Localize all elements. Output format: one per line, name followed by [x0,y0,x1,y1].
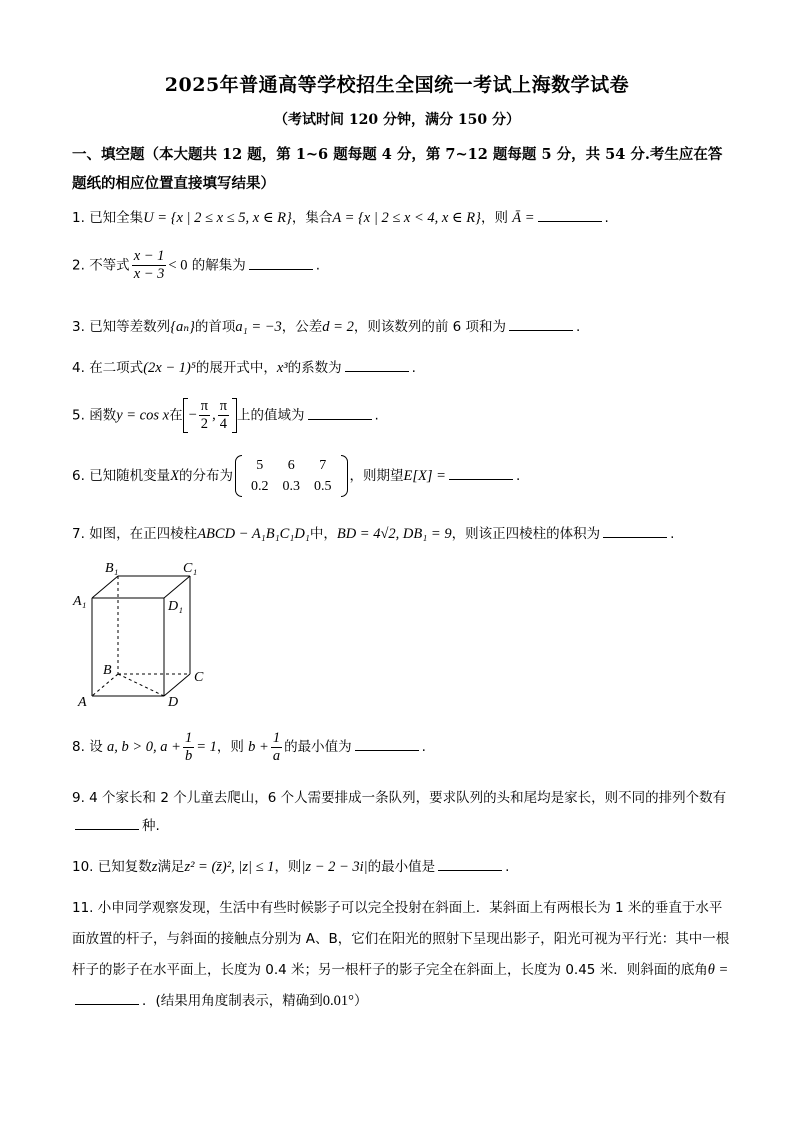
q8-expression-denominator: a [272,748,281,764]
q4-answer-blank [345,357,409,372]
q9-text: 9. 4 个家长和 2 个儿童去爬山，6 个人需要排成一条队列，要求队列的头和尾均是家长，则不同的排列个数有 [72,790,727,806]
q11-text-b: ．(结果用角度制表示，精确到 [142,993,323,1009]
q7-prism: ABCD − A₁B₁C₁D₁ [197,526,310,542]
question-1 [72,207,732,228]
q8-text-a: 设 [89,738,103,755]
q6-value: 5 [256,458,264,473]
q10-answer-blank [438,856,502,871]
q7-condition: BD = 4√2, DB₁ = 9 [336,526,452,542]
question-11 [72,893,732,1017]
question-7 [72,523,732,544]
q10-text-a: 已知复数 [97,859,152,875]
q11-text-c: ） [353,993,368,1009]
q5-end: . [374,407,379,424]
label-c: C [194,670,204,685]
q3-difference: d = 2 [322,319,354,335]
q1-text-a: 已知全集 [89,210,144,226]
q5-answer-blank [308,405,372,420]
q3-sequence: {aₙ} [170,319,195,335]
q3-text-c: ，公差 [281,319,323,335]
q2-fraction-denominator: x − 3 [133,266,165,282]
q2-inequality: < 0 [168,257,188,274]
question-3 [72,316,732,337]
q3-text-b: 的首项 [194,319,236,335]
q6-text-a: 已知随机变量 [89,468,171,484]
q6-value: 7 [319,458,327,473]
question-6 [72,455,732,497]
q2-number: 2. [72,257,85,274]
q6-end: . [515,468,521,484]
label-d: D [168,695,179,710]
q5-upper-denominator: 4 [219,416,227,432]
q4-binomial: (2x − 1)⁵ [143,360,196,376]
q3-text-d: ，则该数列的前 6 项和为 [353,319,507,335]
question-9 [72,784,732,840]
q1-end: . [604,210,609,226]
q10-text-b: 满足 [157,859,185,875]
q9-end: 种. [142,818,160,834]
q6-text-c: ，则期望 [349,468,404,484]
q1-text-c: ，则 [480,210,508,226]
q6-variable: X [170,468,180,484]
q6-value: 6 [287,458,295,473]
question-8 [72,730,732,765]
q4-number: 4. [72,360,85,376]
q5-text-b: 在 [169,407,183,424]
q3-text-a: 已知等差数列 [89,319,171,335]
q8-answer-blank [355,736,419,751]
prism-diagram [72,560,217,715]
q1-set-a: A = {x | 2 ≤ x < 4, x ∈ R} [332,210,481,226]
q6-expectation: E[X] = [403,468,446,484]
q10-text-d: 的最小值是 [367,859,436,875]
diagonal-bd [118,674,164,696]
q2-end: . [315,257,321,274]
q4-term: x³ [276,360,288,376]
q8-condition-denominator: b [184,748,193,764]
q3-answer-blank [509,316,573,331]
q11-answer-blank [75,990,139,1005]
q4-text-a: 在二项式 [89,360,144,376]
q8-condition [106,730,217,764]
q6-answer-blank [449,465,513,480]
q11-precision: 0.01° [322,993,354,1009]
q8-condition-fraction [183,730,194,765]
page-title: 2025年普通高等学校招生全国统一考试上海数学试卷 [164,74,630,96]
q10-end: . [505,859,510,875]
q6-probability: 0.2 [251,479,269,494]
q1-answer-blank [538,207,602,222]
q10-condition: z² = (z̄)², |z| ≤ 1 [184,859,275,875]
q5-text-a: 函数 [89,407,117,424]
q10-text-c: ，则 [274,859,302,875]
q5-upper-numerator: π [219,398,228,414]
q2-fraction [132,248,167,283]
q7-text-b: 中， [309,526,337,542]
label-a: A [78,695,87,710]
page-subtitle: （考试时间 120 分钟，满分 150 分） [274,112,520,128]
q5-lower-numerator: π [200,398,209,414]
q8-expression-lhs: b + [248,738,269,755]
q3-first-term: a₁ = −3 [235,319,282,335]
q5-text-c: 上的值域为 [237,407,305,424]
q7-number: 7. [72,526,85,542]
q9-answer-blank [75,815,139,830]
q5-lower-sign: − [188,406,197,423]
q10-variable: z [151,859,158,875]
q5-lower-bound [199,398,210,433]
edge-dc [164,674,190,696]
q7-end: . [670,526,675,542]
q8-expression-fraction [271,730,282,765]
q8-end: . [421,738,426,755]
q1-text-b: ，集合 [291,210,333,226]
q8-text-b: ，则 [216,738,244,755]
section-heading: 一、填空题（本大题共 12 题，第 1~6 题每题 4 分，第 7~12 题每题 5 分，共 54 分.考生应在答题纸的相应位置直接填写结果） [72,146,723,192]
q6-number: 6. [72,468,85,484]
q7-answer-blank [603,523,667,538]
q4-text-b: 的展开式中， [195,360,277,376]
q2-text-b: 的解集为 [191,257,246,274]
question-2 [72,248,732,283]
q8-number: 8. [72,738,85,755]
q5-function: y = cos x [116,407,170,424]
q7-text-c: ，则该正四棱柱的体积为 [451,526,601,542]
q11-text: 11. 小申同学观察发现，生活中有些时候影子可以完全投射在斜面上．某斜面上有两根长为 1 米的垂直于水平面放置的杆子，与斜面的接触点分别为 A、B，它们在阳光的照射下呈现出影子，阳光可视为平行光：其中一根杆子的影子在水平面上，长度为 0.4 米；另一根杆子的影子完全在斜面上，长度为 0.45 米．则斜面的底角 [72,900,730,978]
question-4 [72,357,732,378]
q6-text-b: 的分布为 [179,468,234,484]
q4-end: . [411,360,416,376]
q6-probability: 0.3 [282,479,301,494]
q4-text-c: 的系数为 [287,360,342,376]
edge-d1c1 [164,576,190,598]
q5-interval: − $\frac{\pi}{2}$ , $\frac{\pi}{4}$ [183,398,237,433]
q8-condition-rhs: = 1 [196,738,217,755]
question-10 [72,856,732,877]
q11-angle: θ = [707,962,729,978]
q6-probability: 0.5 [314,479,332,494]
q1-number: 1. [72,210,85,226]
q3-end: . [576,319,581,335]
q8-expression-numerator: 1 [272,730,281,746]
q2-answer-blank [249,255,313,270]
q6-distribution-table [235,455,348,497]
q5-upper-bound [218,398,229,433]
q5-lower-denominator: 2 [200,416,209,432]
q2-fraction-numerator: x − 1 [133,248,165,264]
q1-complement: Ā = [512,210,535,226]
q8-condition-lhs: a, b > 0, a + [106,738,181,755]
q8-text-c: 的最小值为 [284,738,352,755]
label-c1: C₁ [183,561,198,576]
label-b: B [103,663,112,678]
q10-expression: |z − 2 − 3i| [301,859,368,875]
label-a1: A₁ [73,594,87,609]
edge-a1b1 [92,576,118,598]
q8-expression [248,730,284,764]
question-5 [72,398,732,433]
q5-number: 5. [72,407,85,424]
q7-text-a: 如图，在正四棱柱 [89,526,198,542]
prism-figure [72,560,217,715]
q2-text-a: 不等式 [89,257,130,274]
label-b1: B₁ [105,561,119,576]
label-d1: D₁ [168,599,183,614]
q8-condition-numerator: 1 [184,730,193,746]
q10-number: 10. [72,859,94,875]
q1-universal-set: U = {x | 2 ≤ x ≤ 5, x ∈ R} [143,210,292,226]
q3-number: 3. [72,319,85,335]
